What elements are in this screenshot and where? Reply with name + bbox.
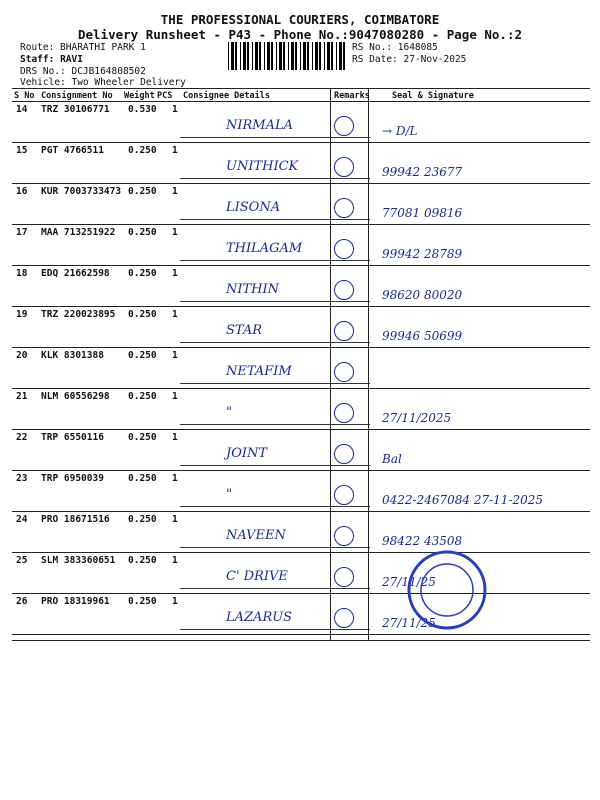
barcode-bar xyxy=(312,42,313,70)
row-consignment-no: NLM 60556298 xyxy=(41,391,110,402)
barcode-bar xyxy=(331,42,333,70)
barcode-bar xyxy=(276,42,277,70)
barcode-bar xyxy=(324,42,325,70)
col-consignee: Consignee Details xyxy=(183,91,270,101)
row-pcs: 1 xyxy=(172,227,178,238)
route-info: Route: BHARATHI PARK 1 xyxy=(20,42,146,53)
row-seal-signature: 99942 23677 xyxy=(382,165,463,179)
row-pcs: 1 xyxy=(172,145,178,156)
col-pcs: PCS xyxy=(157,91,173,101)
remarks-left-divider xyxy=(330,88,331,640)
row-sno: 24 xyxy=(16,514,28,525)
barcode-bar xyxy=(267,42,270,70)
col-weight: Weight xyxy=(124,91,155,101)
barcode-bar xyxy=(228,42,229,70)
row-consignment-no: TRP 6550116 xyxy=(41,432,104,443)
row-sno: 17 xyxy=(16,227,28,238)
row-separator xyxy=(12,388,590,389)
row-separator xyxy=(12,347,590,348)
row-weight: 0.250 xyxy=(128,596,157,607)
row-sno: 15 xyxy=(16,145,28,156)
row-separator xyxy=(12,511,590,512)
row-pcs: 1 xyxy=(172,432,178,443)
remark-check-mark xyxy=(334,362,354,382)
row-consignment-no: KLK 8301388 xyxy=(41,350,104,361)
row-weight: 0.530 xyxy=(128,104,157,115)
row-seal-signature: 77081 09816 xyxy=(382,206,463,220)
row-separator xyxy=(12,552,590,553)
row-sno: 16 xyxy=(16,186,28,197)
barcode-bar xyxy=(303,42,306,70)
row-pcs: 1 xyxy=(172,596,178,607)
row-weight: 0.250 xyxy=(128,227,157,238)
row-seal-signature: → D/L xyxy=(382,124,418,138)
row-consignment-no: TRP 6950039 xyxy=(41,473,104,484)
row-consignee-name: LAZARUS xyxy=(226,610,293,625)
barcode-bar xyxy=(319,42,321,70)
company-title: THE PROFESSIONAL COURIERS, COIMBATORE xyxy=(160,12,440,27)
row-pcs: 1 xyxy=(172,104,178,115)
row-consignment-no: EDQ 21662598 xyxy=(41,268,110,279)
delivery-stamp xyxy=(405,548,489,632)
row-pcs: 1 xyxy=(172,555,178,566)
row-seal-signature: 99946 50699 xyxy=(382,329,463,343)
consignee-underline xyxy=(180,424,370,425)
remark-check-mark xyxy=(334,116,354,136)
row-pcs: 1 xyxy=(172,473,178,484)
barcode-bar xyxy=(264,42,265,70)
row-weight: 0.250 xyxy=(128,555,157,566)
col-seal: Seal & Signature xyxy=(392,91,474,101)
row-sno: 25 xyxy=(16,555,28,566)
row-consignee-name: " xyxy=(226,487,232,502)
row-separator xyxy=(12,142,590,143)
remark-check-mark xyxy=(334,526,354,546)
row-consignment-no: MAA 713251922 xyxy=(41,227,116,238)
remark-check-mark xyxy=(334,608,354,628)
row-consignee-name: NETAFIM xyxy=(226,364,292,379)
barcode-bar xyxy=(240,42,241,70)
row-weight: 0.250 xyxy=(128,186,157,197)
row-weight: 0.250 xyxy=(128,268,157,279)
row-sno: 22 xyxy=(16,432,28,443)
row-seal-signature: 0422-2467084 27-11-2025 xyxy=(382,493,544,507)
remark-check-mark xyxy=(334,485,354,505)
barcode-bar xyxy=(300,42,301,70)
row-sno: 20 xyxy=(16,350,28,361)
consignee-underline xyxy=(180,260,370,261)
consignee-underline xyxy=(180,547,370,548)
barcode-bar xyxy=(343,42,345,70)
row-consignment-no: PRO 18671516 xyxy=(41,514,110,525)
consignee-underline xyxy=(180,219,370,220)
consignee-underline xyxy=(180,629,370,630)
barcode-bar xyxy=(283,42,285,70)
row-consignee-name: NIRMALA xyxy=(226,118,294,133)
barcode-bar xyxy=(252,42,253,70)
row-separator xyxy=(12,634,590,635)
row-sno: 26 xyxy=(16,596,28,607)
barcode-bar xyxy=(235,42,237,70)
row-separator xyxy=(12,265,590,266)
row-consignment-no: KUR 7003733473 xyxy=(41,186,122,197)
remark-check-mark xyxy=(334,567,354,587)
row-pcs: 1 xyxy=(172,186,178,197)
row-weight: 0.250 xyxy=(128,350,157,361)
barcode-bar xyxy=(315,42,318,70)
row-consignee-name: STAR xyxy=(226,323,263,338)
barcode-bar xyxy=(295,42,297,70)
barcode-image xyxy=(228,42,346,70)
runsheet-subtitle: Delivery Runsheet - P43 - Phone No.:9047080280 - Page No.:2 xyxy=(77,27,522,42)
barcode-bar xyxy=(243,42,246,70)
row-consignee-name: UNITHICK xyxy=(226,159,299,174)
table-top-border xyxy=(12,88,590,89)
row-consignee-name: C' DRIVE xyxy=(226,569,288,584)
row-seal-signature: 27/11/2025 xyxy=(382,411,452,425)
barcode-bar xyxy=(255,42,258,70)
remark-check-mark xyxy=(334,239,354,259)
row-weight: 0.250 xyxy=(128,473,157,484)
row-separator xyxy=(12,429,590,430)
vehicle-info: Vehicle: Two Wheeler Delivery xyxy=(20,77,186,88)
row-consignee-name: NITHIN xyxy=(226,282,280,297)
row-separator xyxy=(12,183,590,184)
consignee-underline xyxy=(180,301,370,302)
staff-info xyxy=(20,54,83,65)
row-pcs: 1 xyxy=(172,309,178,320)
consignee-underline xyxy=(180,588,370,589)
drs-info: DRS No.: DCJB164808502 xyxy=(20,66,146,77)
row-consignment-no: PRO 18319961 xyxy=(41,596,110,607)
barcode-bar xyxy=(288,42,289,70)
rs-date: RS Date: 27-Nov-2025 xyxy=(352,54,467,65)
table-bottom-border xyxy=(12,640,590,641)
remark-check-mark xyxy=(334,321,354,341)
barcode-bar xyxy=(259,42,261,70)
row-seal-signature: Bal xyxy=(382,452,402,466)
row-consignee-name: JOINT xyxy=(226,446,268,461)
consignee-underline xyxy=(180,465,370,466)
row-weight: 0.250 xyxy=(128,391,157,402)
row-consignee-name: NAVEEN xyxy=(226,528,286,543)
remark-check-mark xyxy=(334,444,354,464)
remarks-right-divider xyxy=(368,88,369,640)
consignee-underline xyxy=(180,506,370,507)
row-seal-signature: 98422 43508 xyxy=(382,534,463,548)
row-separator xyxy=(12,470,590,471)
staff-label: Staff: xyxy=(20,54,55,65)
barcode-bar xyxy=(291,42,294,70)
barcode-bar xyxy=(271,42,273,70)
row-seal-signature: 98620 80020 xyxy=(382,288,463,302)
row-pcs: 1 xyxy=(172,514,178,525)
consignee-underline xyxy=(180,383,370,384)
row-weight: 0.250 xyxy=(128,514,157,525)
remark-check-mark xyxy=(334,403,354,423)
row-sno: 23 xyxy=(16,473,28,484)
table-header-border xyxy=(12,101,590,102)
row-weight: 0.250 xyxy=(128,309,157,320)
row-consignment-no: TRZ 220023895 xyxy=(41,309,116,320)
row-separator xyxy=(12,224,590,225)
barcode-bar xyxy=(279,42,282,70)
row-weight: 0.250 xyxy=(128,145,157,156)
row-consignee-name: LISONA xyxy=(226,200,281,215)
row-sno: 14 xyxy=(16,104,28,115)
row-pcs: 1 xyxy=(172,391,178,402)
row-consignment-no: SLM 383360651 xyxy=(41,555,116,566)
remark-check-mark xyxy=(334,198,354,218)
row-sno: 21 xyxy=(16,391,28,402)
consignee-underline xyxy=(180,178,370,179)
row-consignee-name: THILAGAM xyxy=(226,241,303,256)
row-separator xyxy=(12,593,590,594)
row-sno: 18 xyxy=(16,268,28,279)
consignee-underline xyxy=(180,137,370,138)
barcode-bar xyxy=(336,42,337,70)
barcode-bar xyxy=(327,42,330,70)
row-seal-signature: 27/11/25 xyxy=(382,575,436,589)
barcode-bar xyxy=(339,42,342,70)
row-sno: 19 xyxy=(16,309,28,320)
barcode-bar xyxy=(231,42,234,70)
row-pcs: 1 xyxy=(172,350,178,361)
barcode-bar xyxy=(307,42,309,70)
col-remarks: Remarks xyxy=(334,91,370,101)
consignee-underline xyxy=(180,342,370,343)
rs-number: RS No.: 1648085 xyxy=(352,42,438,53)
col-sno: S No xyxy=(14,91,35,101)
row-separator xyxy=(12,306,590,307)
row-consignment-no: TRZ 30106771 xyxy=(41,104,110,115)
barcode-bar xyxy=(247,42,249,70)
row-weight: 0.250 xyxy=(128,432,157,443)
remark-check-mark xyxy=(334,280,354,300)
row-consignee-name: " xyxy=(226,405,232,420)
staff-value: RAVI xyxy=(60,54,83,65)
col-consignment: Consignment No xyxy=(41,91,113,101)
row-seal-signature: 99942 28789 xyxy=(382,247,463,261)
row-seal-signature: 27/11/25 xyxy=(382,616,436,630)
remark-check-mark xyxy=(334,157,354,177)
row-consignment-no: PGT 4766511 xyxy=(41,145,104,156)
row-pcs: 1 xyxy=(172,268,178,279)
